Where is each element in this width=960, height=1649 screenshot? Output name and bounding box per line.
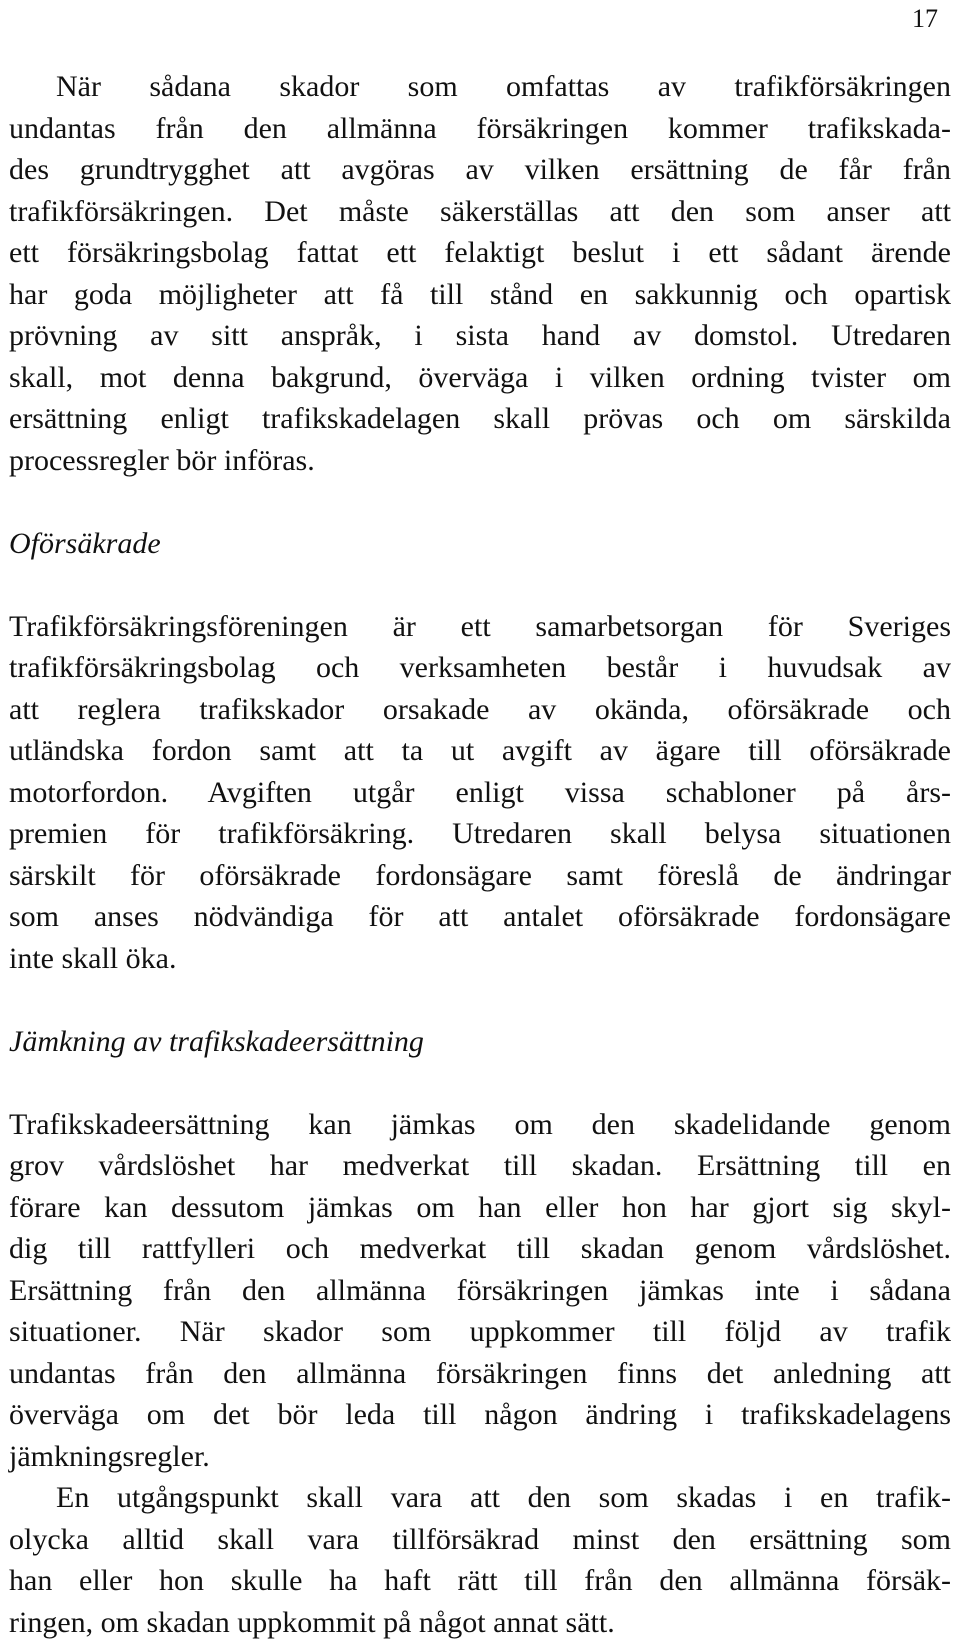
paragraph-line: grov vårdslöshet har medverkat till skadan. Ersättning till en [9, 1149, 951, 1182]
paragraph-line: undantas från den allmänna försäkringen kommer trafikskada- [9, 111, 951, 145]
paragraph-line: trafikförsäkringsbolag och verksamheten består i huvudsak av [9, 651, 951, 684]
paragraph-line: dig till rattfylleri och medverkat till skadan genom vårdslöshet. [9, 1232, 951, 1265]
section-heading: Jämkning av trafikskadeersättning [9, 1024, 424, 1058]
section-heading: Oförsäkrade [9, 526, 161, 560]
paragraph-line: förare kan dessutom jämkas om han eller hon har gjort sig skyl- [9, 1190, 951, 1224]
paragraph-line: situationer. När skador som uppkommer till följd av trafik [9, 1315, 951, 1348]
paragraph-line: trafikförsäkringen. Det måste säkerställas att den som anser att [9, 194, 951, 228]
paragraph-line: Trafikförsäkringsföreningen är ett samarbetsorgan för Sveriges [9, 609, 951, 643]
paragraph-line: En utgångspunkt skall vara att den som skadas i en trafik- [56, 1481, 951, 1514]
paragraph-line: motorfordon. Avgiften utgår enligt vissa schabloner på års- [9, 775, 951, 809]
section-oforsakrade [9, 523, 951, 980]
intro-paragraph [9, 66, 951, 481]
paragraph-line: som anses nödvändiga för att antalet oförsäkrade fordonsägare [9, 900, 951, 933]
paragraph-line: processregler bör införas. [9, 443, 315, 477]
paragraph-line: prövning av sitt anspråk, i sista hand av domstol. Utredaren [9, 319, 951, 352]
paragraph-line: Trafikskadeersättning kan jämkas om den skadelidande genom [9, 1107, 951, 1141]
paragraph-line: inte skall öka. [9, 941, 177, 975]
paragraph-line: des grundtrygghet att avgöras av vilken ersättning de får från [9, 153, 951, 186]
paragraph-line: jämkningsregler. [9, 1439, 210, 1473]
paragraph-line: ett försäkringsbolag fattat ett felaktigt beslut i ett sådant ärende [9, 236, 951, 269]
paragraph-line: Ersättning från den allmänna försäkringen jämkas inte i sådana [9, 1273, 951, 1307]
paragraph-line: ringen, om skadan uppkommit på något annat sätt. [9, 1605, 615, 1639]
paragraph-line: olycka alltid skall vara tillförsäkrad minst den ersättning som [9, 1522, 951, 1556]
paragraph-line: utländska fordon samt att ta ut avgift av ägare till oförsäkrade [9, 734, 951, 767]
paragraph-line: särskilt för oförsäkrade fordonsägare samt föreslå de ändringar [9, 858, 951, 892]
paragraph-line: När sådana skador som omfattas av trafikförsäkringen [56, 70, 951, 103]
paragraph-line: skall, mot denna bakgrund, överväga i vilken ordning tvister om [9, 360, 951, 394]
section-jamkning [9, 1021, 951, 1644]
paragraph-line: han eller hon skulle ha haft rätt till från den allmänna försäk- [9, 1564, 951, 1597]
document-body [9, 66, 951, 1643]
paragraph-line: har goda möjligheter att få till stånd en sakkunnig och opartisk [9, 277, 951, 311]
paragraph-line: premien för trafikförsäkring. Utredaren skall belysa situationen [9, 817, 951, 850]
page-number: 17 [912, 4, 938, 33]
paragraph-line: ersättning enligt trafikskadelagen skall prövas och om särskilda [9, 402, 951, 435]
paragraph-line: överväga om det bör leda till någon ändring i trafikskadelagens [9, 1398, 951, 1431]
paragraph-line: undantas från den allmänna försäkringen finns det anledning att [9, 1356, 951, 1390]
paragraph-line: att reglera trafikskador orsakade av okända, oförsäkrade och [9, 692, 951, 726]
